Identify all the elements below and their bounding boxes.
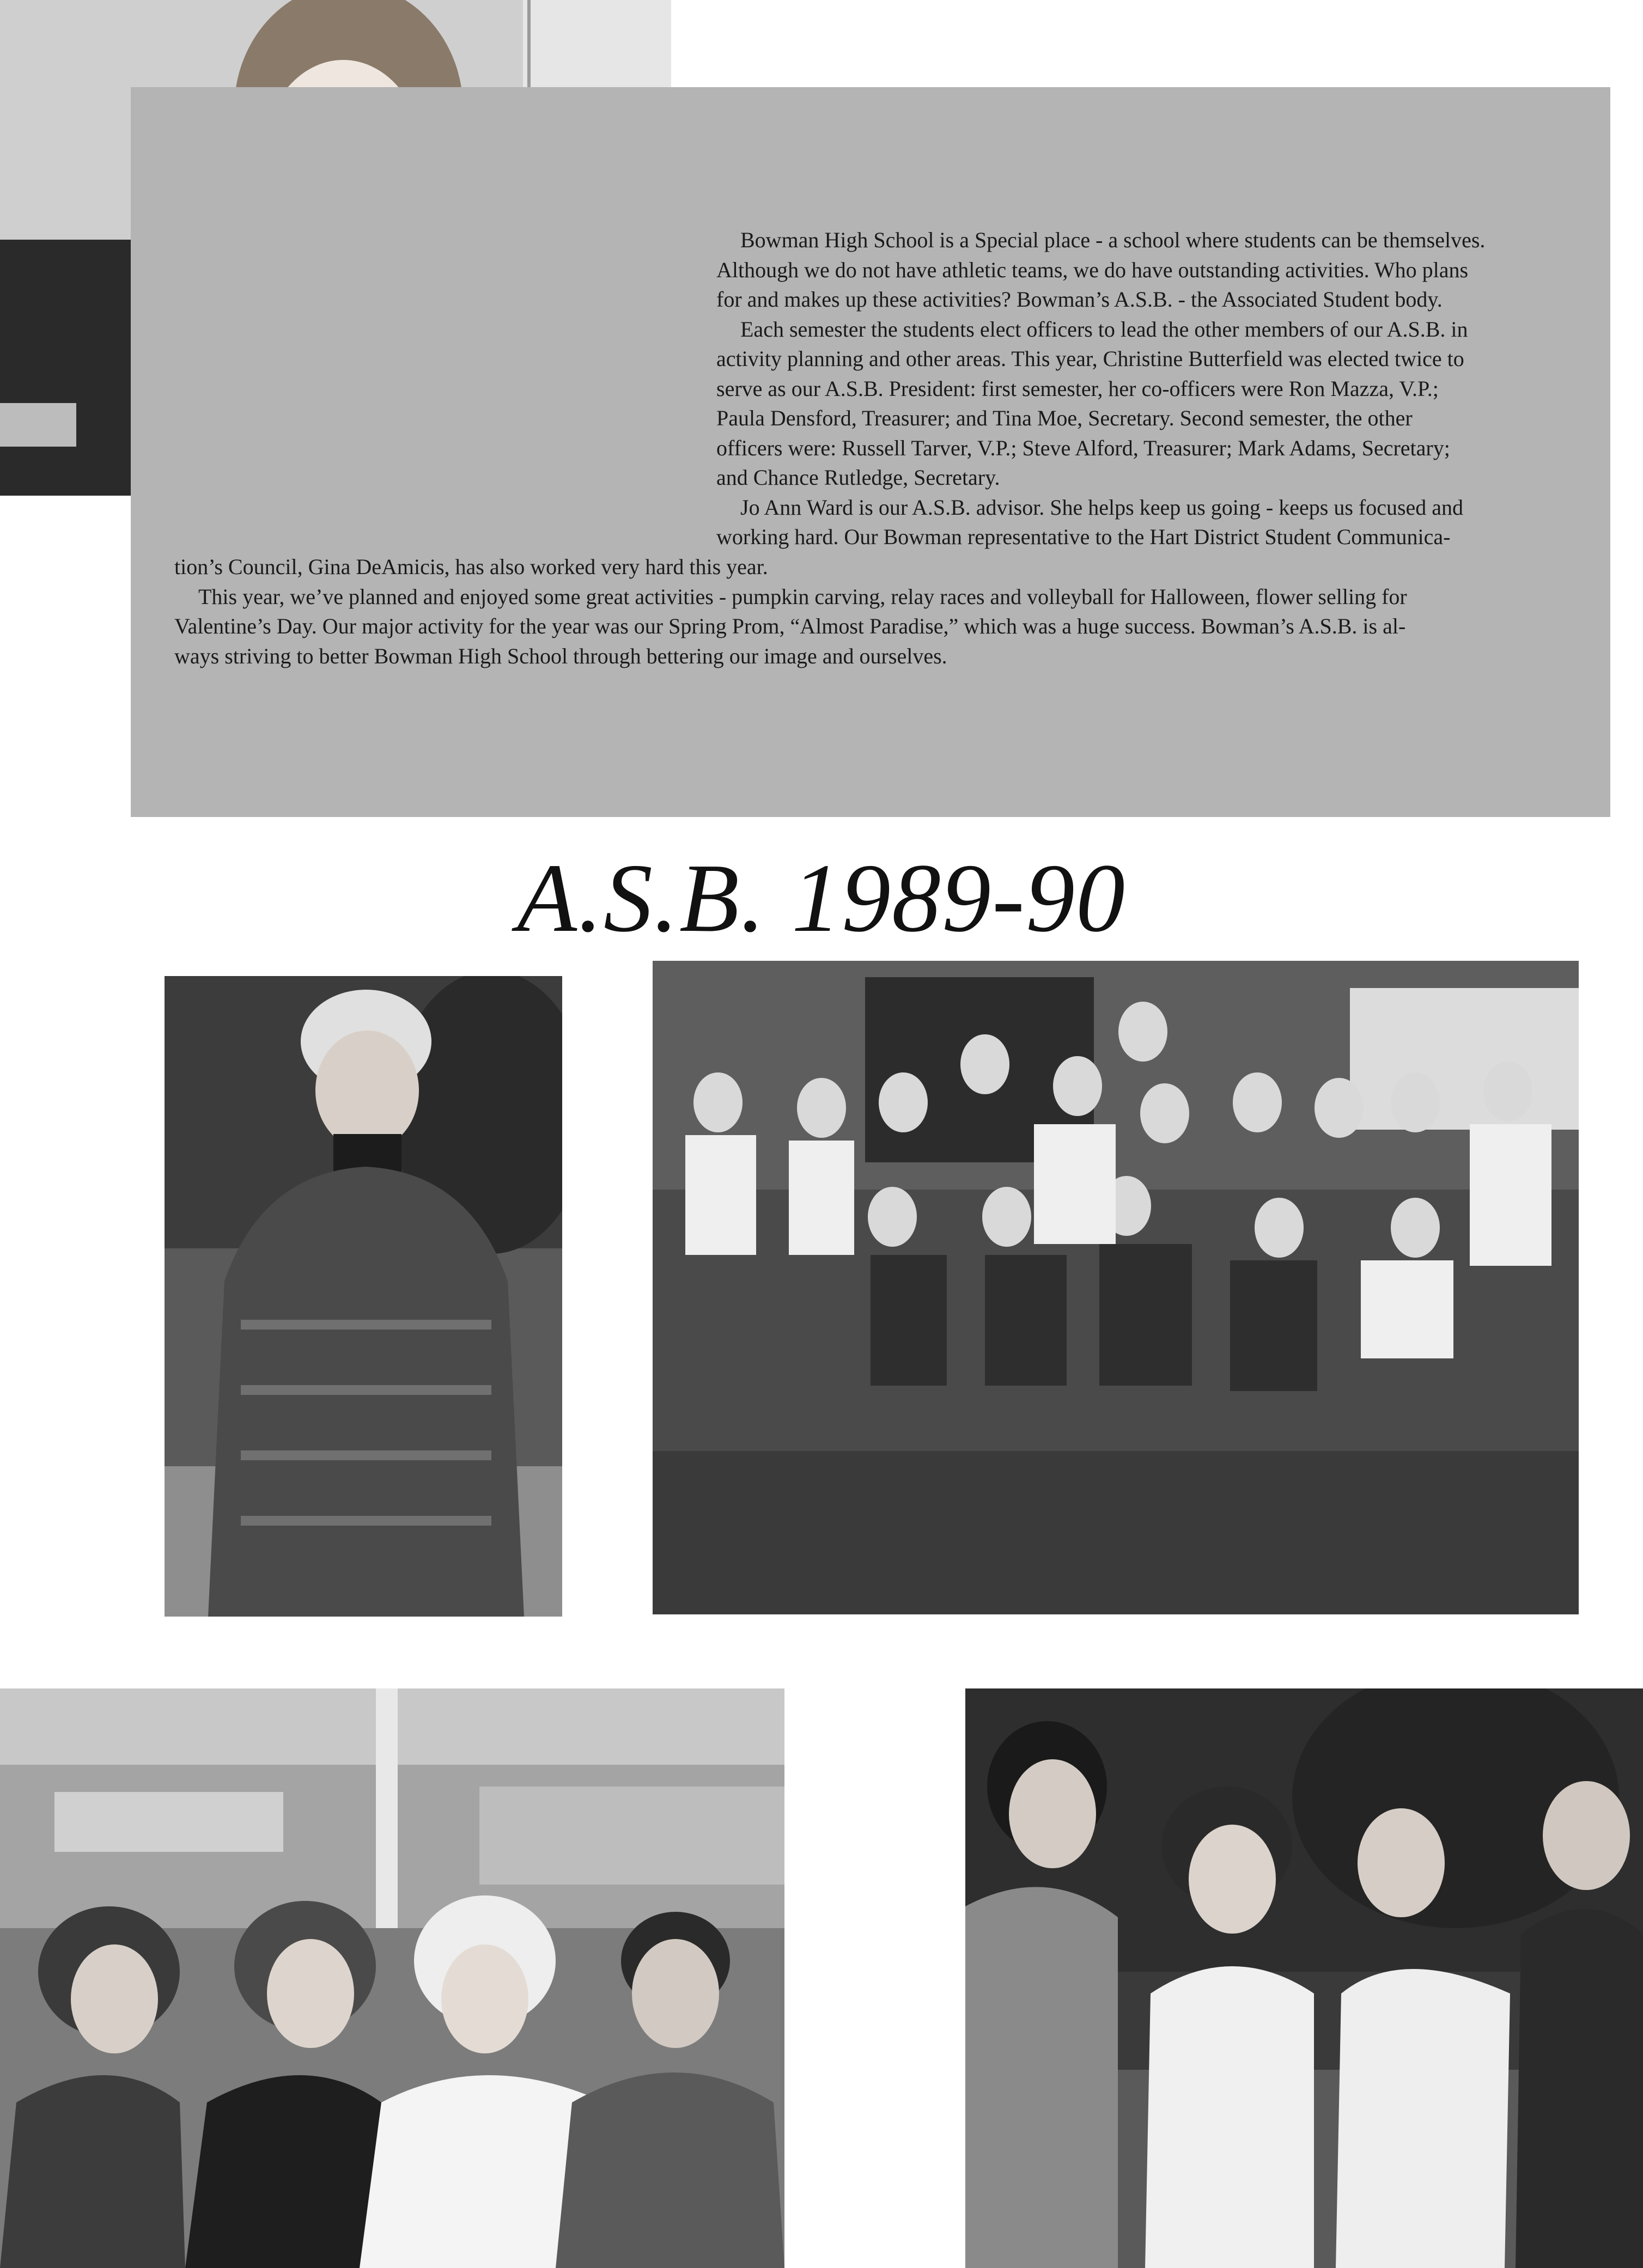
photo-officers [965, 1688, 1643, 2268]
article-line: Jo Ann Ward is our A.S.B. advisor. She helps keep us going - keeps us focused and [740, 495, 1464, 520]
article-line: Valentine’s Day. Our major activity for the year was our Spring Prom, “Almost Paradise,” which was a huge success. Bowman’s A.S.B. is al- [174, 614, 1406, 638]
article-line: officers were: Russell Tarver, V.P.; Steve Alford, Treasurer; Mark Adams, Secretary; [716, 435, 1450, 460]
article-line: tion’s Council, Gina DeAmicis, has also worked very hard this year. [174, 554, 768, 579]
article-line: Although we do not have athletic teams, we do have outstanding activities. Who plans [716, 257, 1469, 282]
photo-portrait-coat [165, 976, 562, 1617]
article-line: Bowman High School is a Special place - a school where students can be themselves. [740, 228, 1486, 252]
page-title: A.S.B. 1989-90 [517, 844, 1126, 952]
article-line: and Chance Rutledge, Secretary. [716, 465, 1000, 490]
article-line: for and makes up these activities? Bowman’s A.S.B. - the Associated Student body. [716, 287, 1443, 312]
photo-group [653, 961, 1579, 1614]
article-line: serve as our A.S.B. President: first semester, her co-officers were Ron Mazza, V.P.; [716, 376, 1439, 401]
article-line: Each semester the students elect officers to lead the other members of our A.S.B. in [740, 316, 1468, 342]
article-line: This year, we’ve planned and enjoyed some great activities - pumpkin carving, relay races and volleyball for Halloween, flower selling for [198, 584, 1407, 609]
article-line: activity planning and other areas. This year, Christine Butterfield was elected twice to [716, 346, 1464, 371]
article-paragraph-2 [174, 552, 1581, 671]
article-line: Paula Densford, Treasurer; and Tina Moe, Secretary. Second semester, the other [716, 406, 1413, 430]
article-line: ways striving to better Bowman High School through bettering our image and ourselves. [174, 643, 947, 668]
article-line: working hard. Our Bowman representative to the Hart District Student Communica- [716, 525, 1451, 549]
article-paragraph-1 [716, 225, 1581, 552]
photo-four-friends [0, 1688, 784, 2268]
